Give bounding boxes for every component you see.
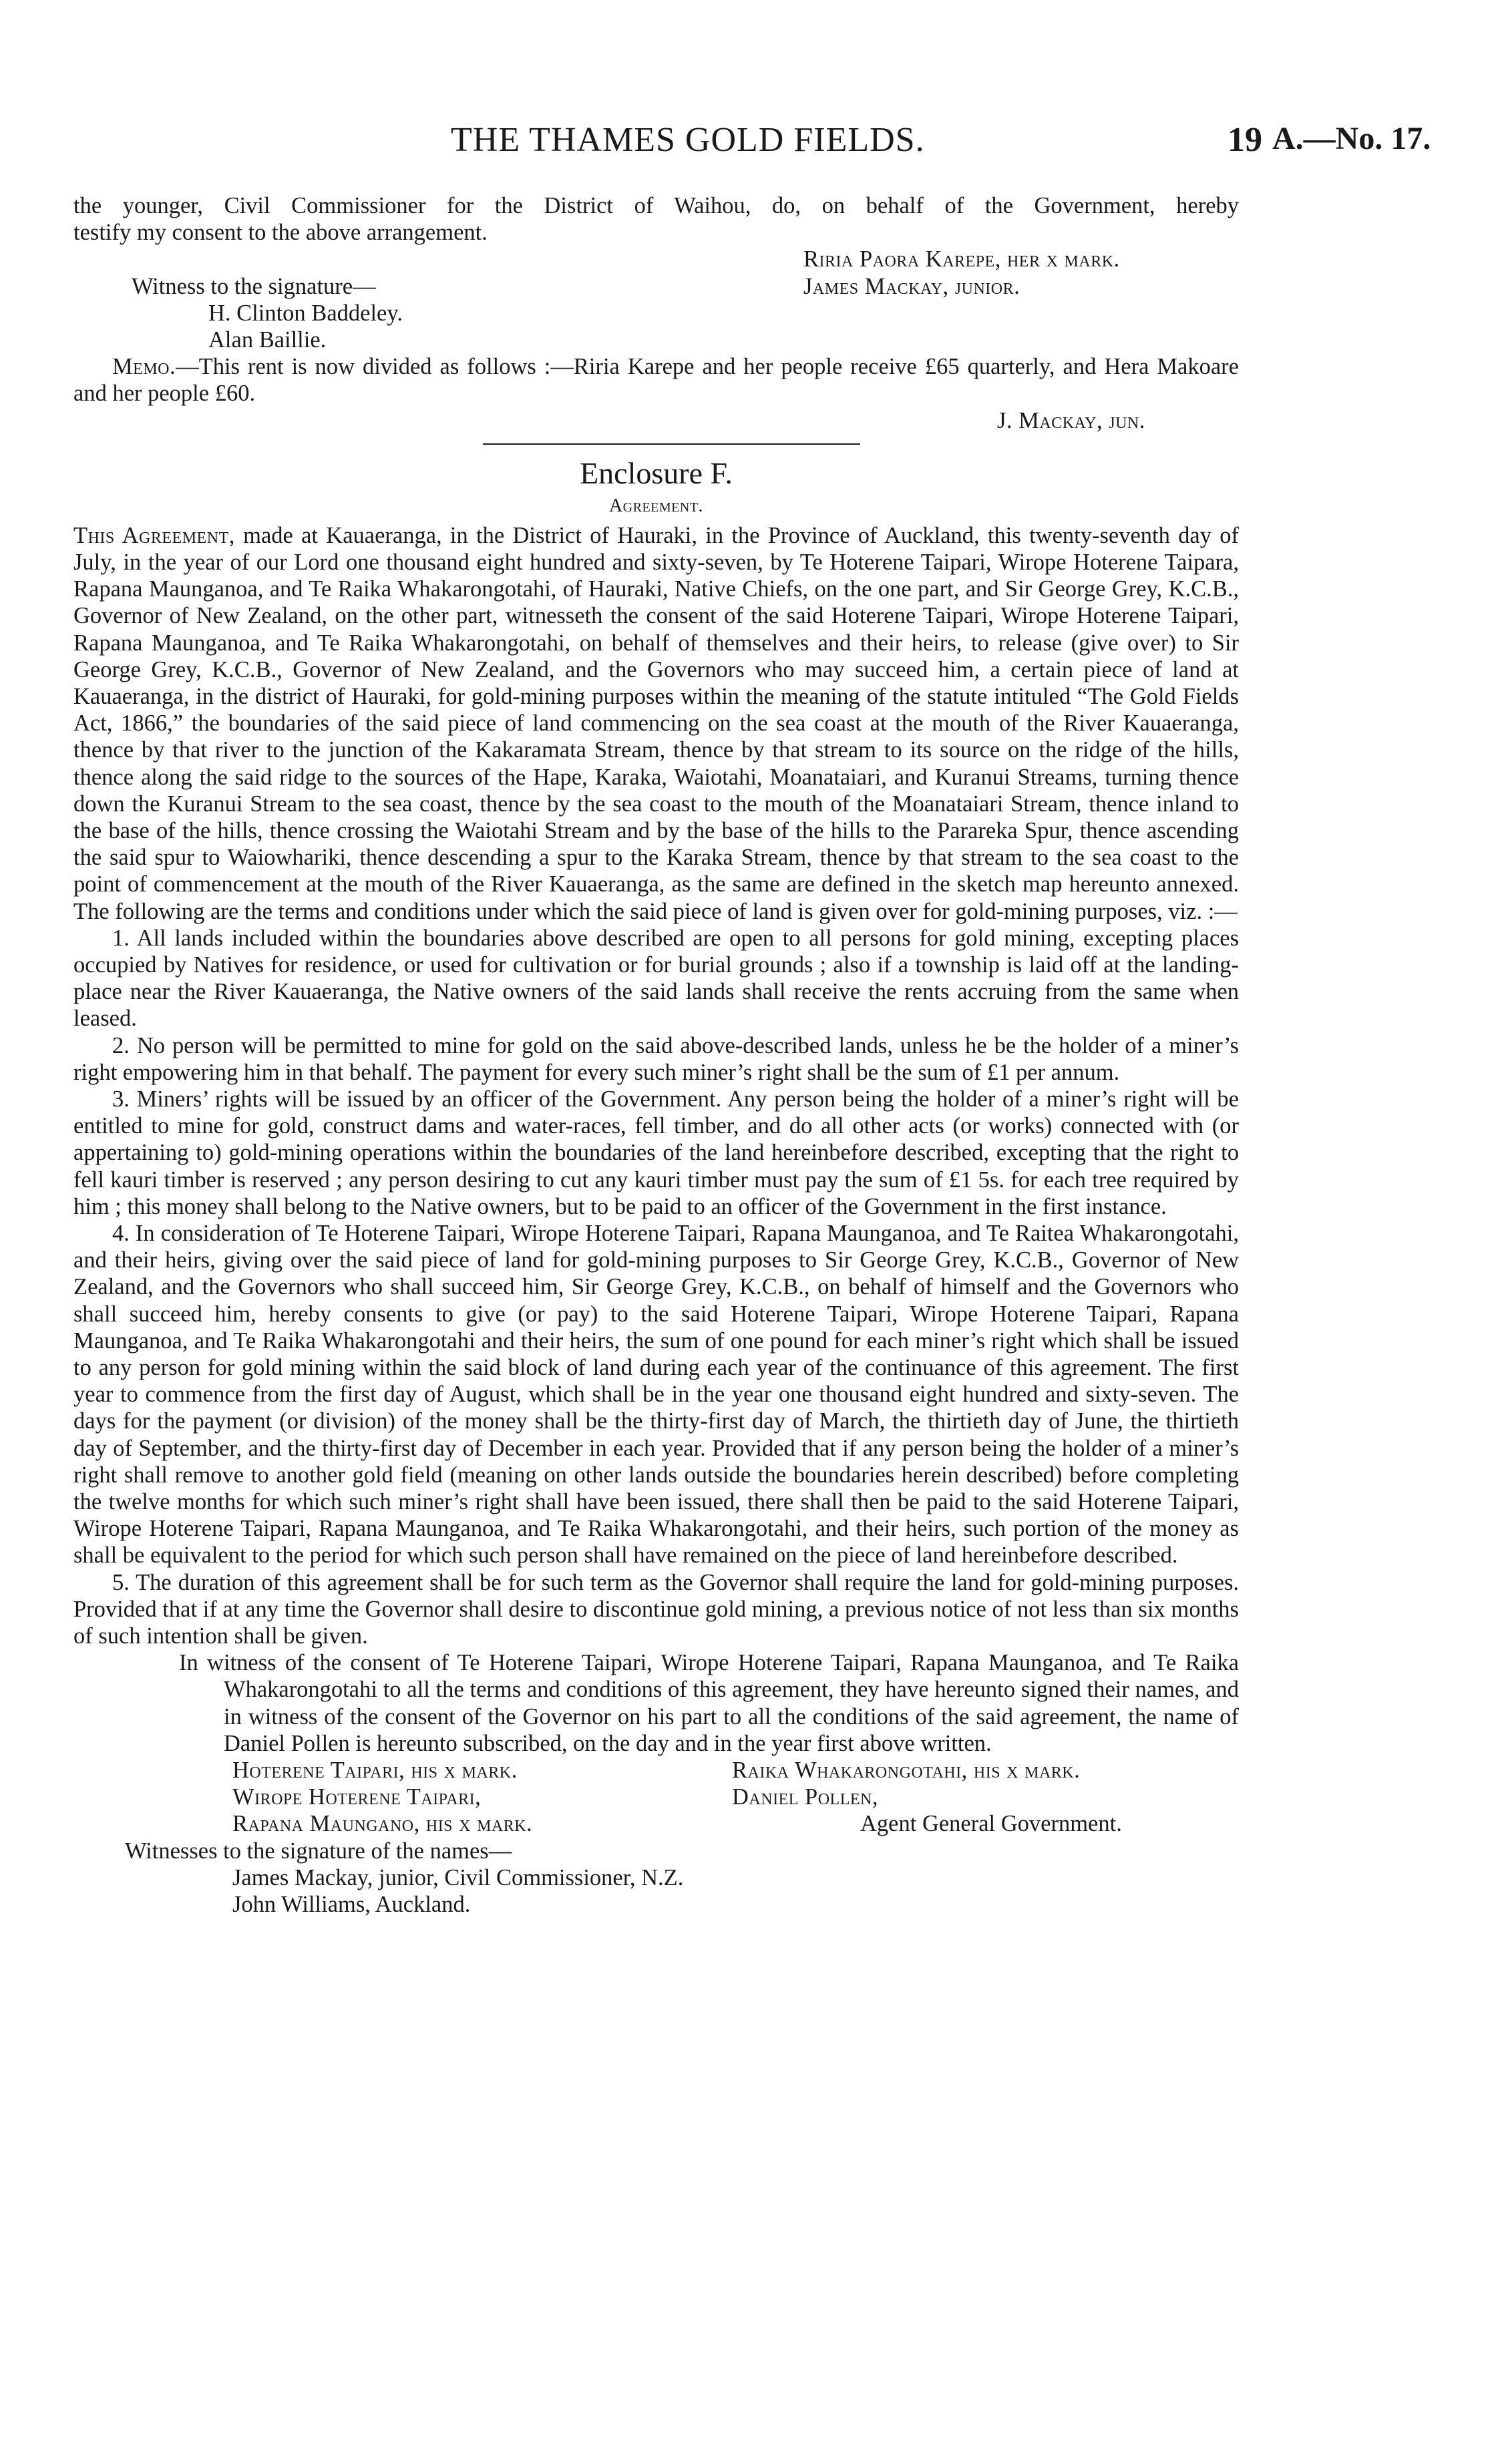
agreement-lead: This Agreement, — [73, 522, 235, 548]
witness-row-1 — [73, 300, 1239, 327]
enclosure-title: Enclosure F. — [580, 455, 733, 490]
page-header — [0, 120, 1490, 167]
consent-paragraph-line1: the younger, Civil Commissioner for the District of Waihou, do, on behalf of the Government, hereby — [73, 193, 1239, 218]
document-body — [73, 192, 1239, 1918]
signature-rapana: Rapana Maungano, his x mark. — [232, 1811, 533, 1837]
signature-row-2 — [73, 273, 1239, 300]
consent-paragraph-line2: testify my consent to the above arrangement. — [73, 220, 488, 246]
signature-title-agent: Agent General Government. — [860, 1811, 1122, 1837]
witness-name-1: H. Clinton Baddeley. — [208, 300, 403, 326]
witnesses-row-2 — [73, 1891, 1239, 1918]
witness-john-williams: John Williams, Auckland. — [232, 1892, 471, 1918]
agreement-intro — [73, 522, 1239, 925]
clause-4: 4. In consideration of Te Hoterene Taipari, Wirope Hoterene Taipari, Rapana Maunganoa, and Te Raitea Whakarongotahi, and their heirs, giving over the said piece of land for gold-mining purposes to Sir George Grey, K.C.B., Governor of New Zealand, and the Governors who shall succeed him, Sir George Grey, K.C.B., on behalf of himself and the Governors who shall succeed him, hereby consents to give (or pay) to the said Hoterene Taipari, Wirope Hoterene Taipari, Rapana Maunganoa, and Te Raika Whakarongotahi and their heirs, the sum of one pound for each miner’s right which shall be issued to any person for gold mining within the said block of land during each year of the continuance of this agreement. The first year to commence from the first day of August, which shall be in the year one thousand eight hundred and sixty-seven. The days for the payment (or division) of the money shall be the thirty-first day of March, the thirtieth day of June, the thirtieth day of September, and the thirty-first day of December in each year. Provided that if any person being the holder of a miner’s right shall remove to another gold field (meaning on other lands outside the boundaries herein described) before completing the twelve months for which such miner’s right shall have been issued, there shall then be paid to the said Hoterene Taipari, Wirope Hoterene Taipari, Rapana Maunganoa, and Te Raika Whakarongotahi, and their heirs, such portion of the money as shall be equivalent to the period for which such person shall have remained on the piece of land hereinbefore described. — [73, 1221, 1239, 1569]
signature-raika: Raika Whakarongotahi, his x mark. — [732, 1758, 1081, 1784]
agreement-signature-row-1 — [73, 1757, 1239, 1784]
agreement-signature-row-3 — [73, 1810, 1239, 1837]
signature-mackay: James Mackay, junior. — [803, 273, 1020, 299]
memo-label: Memo. — [112, 354, 176, 380]
witnesses-row-1 — [73, 1864, 1239, 1891]
witness-james-mackay: James Mackay, junior, Civil Commissioner, N.Z. — [232, 1864, 684, 1890]
clause-5: 5. The duration of this agreement shall be for such term as the Governor shall require the land for gold-mining purposes. Provided that if at any time the Governor shall desire to discontinue gold mining, a previous notice of not less than six months of such intention shall be given. — [73, 1569, 1239, 1649]
agreement-intro-text: made at Kauaeranga, in the District of Hauraki, in the Province of Auckland, this twenty-seventh day of July, in the year of our Lord one thousand eight hundred and sixty-seven, by Te Hoterene Taipari, Wirope Hoterene Taipara, Rapana Maunganoa, and Te Raika Whakarongotahi, of Hauraki, Native Chiefs, on the one part, and Sir George Grey, K.C.B., Governor of New Zealand, on the other part, witnesseth the consent of the said Hoterene Taipari, Wirope Hoterene Taipari, Rapana Maunganoa, and Te Raika Whakarongotahi, on behalf of themselves and their heirs, to release (give over) to Sir George Grey, K.C.B., Governor of New Zealand, and the Governors who may succeed him, a certain piece of land at Kauaeranga, in the district of Hauraki, for gold-mining purposes within the meaning of the statute intituled “The Gold Fields Act, 1866,” the boundaries of the said piece of land commencing on the sea coast at the mouth of the River Kauaeranga, thence by that river to the junction of the Kakaramata Stream, thence by that stream to its source on the ridge of the hills, thence along the said ridge to the sources of the Hape, Karaka, Waiotahi, Moanataiari, and Kuranui Streams, turning thence down the Kuranui Stream to the sea coast, thence by the sea coast to the mouth of the Moanataiari Stream, thence inland to the base of the hills, thence crossing the Waiotahi Stream and by the base of the hills to the Parareka Spur, thence ascending the said spur to Waiowhariki, thence descending a spur to the Karaka Stream, thence by that stream to the sea coast to the point of commencement at the mouth of the River Kauaeranga, as the same are defined in the sketch map hereunto annexed. The following are the terms and conditions under which the said piece of land is given over for gold-mining purposes, viz. :— — [73, 522, 1239, 924]
enclosure-subtitle: Agreement. — [608, 495, 704, 516]
clause-1: 1. All lands included within the boundaries above described are open to all persons for gold mining, excepting places occupied by Natives for residence, or used for cultivation or for burial grounds ; also if a township is laid off at the landing-place near the River Kauaeranga, the Native owners of the said lands shall receive the rents accruing from the same when leased. — [73, 925, 1239, 1032]
witness-name-2: Alan Baillie. — [208, 327, 327, 353]
memo-signature: J. Mackay, jun. — [997, 407, 1145, 433]
running-title: THE THAMES GOLD FIELDS. — [451, 121, 925, 159]
section-divider — [483, 443, 860, 445]
memo-signature-row — [73, 407, 1239, 434]
memo-paragraph — [73, 353, 1239, 407]
signature-pollen: Daniel Pollen, — [732, 1784, 878, 1810]
document-reference: A.—No. 17. — [1272, 121, 1431, 156]
agreement-signature-row-2 — [73, 1784, 1239, 1810]
signature-hoterene: Hoterene Taipari, his x mark. — [232, 1758, 518, 1784]
witnesses-label: Witnesses to the signature of the names— — [125, 1838, 512, 1864]
clause-2: 2. No person will be permitted to mine for gold on the said above-described lands, unless he be the holder of a miner’s right empowering him in that behalf. The payment for every such miner’s right shall be the sum of £1 per annum. — [73, 1032, 1239, 1085]
clause-3: 3. Miners’ rights will be issued by an officer of the Government. Any person being the holder of a miner’s right will be entitled to mine for gold, construct dams and water-races, fell timber, and do all other acts (or works) connected with (or appertaining to) gold-mining operations within the boundaries of the land hereinbefore described, excepting that the right to fell kauri timber is reserved ; any person desiring to cut any kauri timber must pay the sum of £1 5s. for each tree required by him ; this money shall belong to the Native owners, but to be paid to an officer of the Government in the first instance. — [73, 1086, 1239, 1219]
memo-text: —This rent is now divided as follows :—Riria Karepe and her people receive £65 quarterly, and Hera Makoare and her people £60. — [73, 354, 1239, 407]
signature-riria: Riria Paora Karepe, her x mark. — [803, 246, 1120, 272]
witnesses-label-row — [73, 1838, 1239, 1864]
witness-row-2 — [73, 327, 1239, 353]
witness-paragraph: In witness of the consent of Te Hoterene Taipari, Wirope Hoterene Taipari, Rapana Maunganoa, and Te Raika Whakarongotahi to all the terms and conditions of this agreement, they have hereunto signed their names, and in witness of the consent of the Governor on his part to all the conditions of the said agreement, the name of Daniel Pollen is hereunto subscribed, on the day and in the year first above written. — [179, 1650, 1239, 1756]
page-number: 19 — [1228, 121, 1262, 159]
signature-row-1 — [73, 246, 1239, 272]
witness-label: Witness to the signature— — [132, 273, 376, 299]
signature-wirope: Wirope Hoterene Taipari, — [232, 1784, 482, 1810]
